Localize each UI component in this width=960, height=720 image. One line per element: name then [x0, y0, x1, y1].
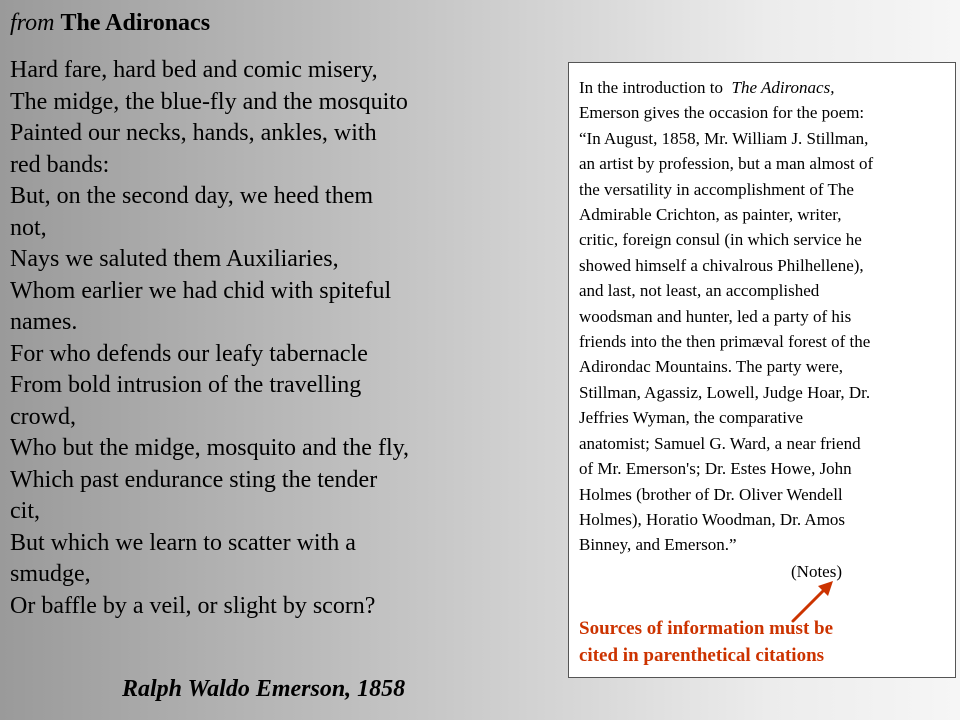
note-line: Adirondac Mountains. The party were, — [579, 357, 844, 377]
poem-line: Who but the midge, mosquito and the fly, — [10, 435, 410, 461]
poem-title: The Adironacs — [60, 10, 211, 36]
poem-line: Nays we saluted them Auxiliaries, — [10, 246, 339, 272]
poem-line: But, on the second day, we heed them — [10, 183, 374, 209]
poem-line: Which past endurance sting the tender — [10, 466, 378, 493]
poem-line: cit, — [10, 498, 40, 524]
note-line: Holmes (brother of Dr. Oliver Wendell — [579, 484, 843, 504]
note-text — [579, 75, 951, 558]
note-line: anatomist; Samuel G. Ward, a near friend — [579, 433, 861, 453]
poem-line: smudge, — [10, 561, 91, 587]
note-line: the versatility in accomplishment of The — [579, 179, 854, 199]
note-line: Jeffries Wyman, the comparative — [579, 408, 803, 428]
note-line: Stillman, Agassiz, Lowell, Judge Hoar, Dr. — [579, 382, 871, 402]
note-line: Binney, and Emerson.” — [579, 535, 737, 555]
poem-line: crowd, — [10, 403, 76, 430]
poem-line: For who defends our leafy tabernacle — [10, 340, 368, 367]
note-line: critic, foreign consul (in which service he — [579, 230, 862, 250]
note-line: “In August, 1858, Mr. William J. Stillman, — [579, 128, 869, 148]
note-line: Emerson gives the occasion for the poem: — [579, 103, 865, 123]
poem-line: Hard fare, hard bed and comic misery, — [10, 57, 378, 83]
poem-attribution: Ralph Waldo Emerson, 1858 — [122, 676, 406, 702]
sources-line: cited in parenthetical citations — [579, 645, 825, 666]
poem-line: Painted our necks, hands, ankles, with — [10, 120, 377, 146]
note-book-title: The Adironacs, — [731, 78, 835, 97]
poem-line: names. — [10, 309, 78, 335]
heading-prefix: from — [10, 10, 55, 36]
note-line: Admirable Crichton, as painter, writer, — [579, 205, 842, 225]
sources-callout — [579, 615, 833, 669]
poem-text — [10, 55, 480, 622]
note-line: showed himself a chivalrous Philhellene), — [579, 255, 864, 275]
note-line: and last, not least, an accomplished — [579, 281, 820, 301]
note-line: of Mr. Emerson's; Dr. Estes Howe, John — [579, 459, 852, 479]
poem-line: not, — [10, 214, 47, 241]
note-line: an artist by profession, but a man almost of — [579, 154, 874, 174]
slide-heading — [10, 8, 210, 38]
note-line: woodsman and hunter, led a party of his — [579, 306, 852, 326]
note-line: friends into the then primæval forest of the — [579, 332, 871, 352]
poem-line: Or baffle by a veil, or slight by scorn? — [10, 592, 376, 619]
note-box — [568, 62, 956, 678]
poem-line: From bold intrusion of the travelling — [10, 372, 362, 398]
note-intro-text: In the introduction to — [579, 78, 724, 97]
note-line: Holmes), Horatio Woodman, Dr. Amos — [579, 509, 846, 529]
poem-line: red bands: — [10, 151, 110, 178]
poem-line: The midge, the blue-fly and the mosquito — [10, 88, 408, 115]
sources-line: Sources of information must be — [579, 618, 834, 639]
note-line-intro — [579, 75, 951, 100]
notes-citation-label: (Notes) — [791, 562, 842, 581]
poem-line: But which we learn to scatter with a — [10, 529, 356, 556]
poem-line: Whom earlier we had chid with spiteful — [10, 277, 392, 304]
